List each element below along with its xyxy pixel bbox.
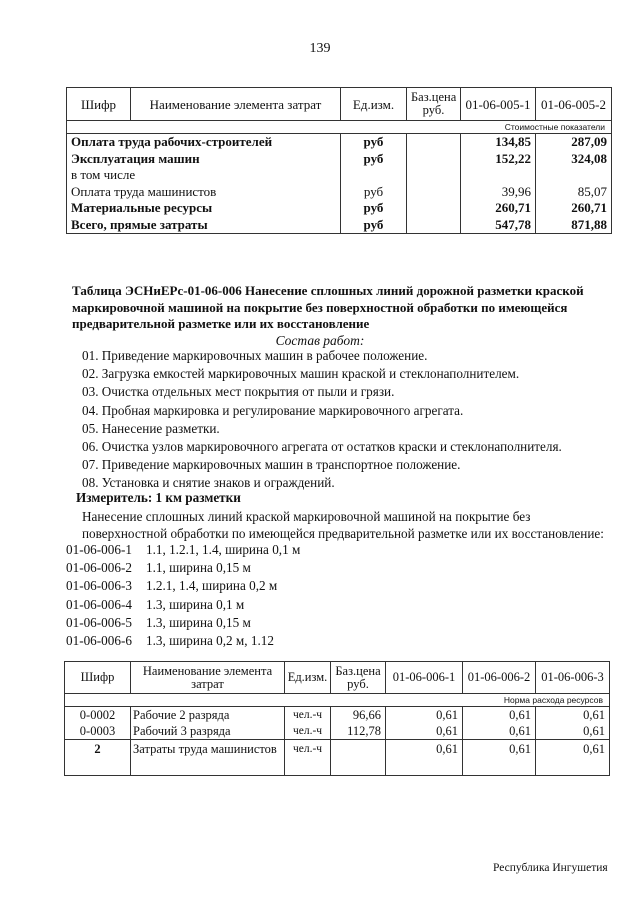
row-value-3: 0,61 bbox=[536, 723, 610, 740]
col-header-base-price: Баз.цена руб. bbox=[331, 662, 386, 694]
work-item: 01. Приведение маркировочных машин в рабочее положение. bbox=[82, 348, 428, 363]
row-name: Затраты труда машинистов bbox=[131, 740, 285, 776]
row-unit: руб bbox=[341, 184, 407, 201]
col-header-code-1: 01-06-005-1 bbox=[461, 88, 536, 121]
row-value-2 bbox=[536, 167, 612, 184]
code-id: 01-06-006-5 bbox=[66, 614, 132, 630]
subheader-label: Норма расхода ресурсов bbox=[65, 694, 610, 707]
table-row bbox=[65, 723, 610, 740]
row-code: 2 bbox=[65, 740, 131, 776]
work-item: 04. Пробная маркировка и регулирование маркировочного агрегата. bbox=[82, 402, 464, 418]
code-id: 01-06-006-2 bbox=[66, 560, 132, 576]
col-header-code: Шифр bbox=[67, 88, 131, 121]
row-value-2: 287,09 bbox=[536, 134, 612, 151]
row-value-1: 39,96 bbox=[461, 184, 536, 201]
row-name: Рабочий 3 разряда bbox=[131, 723, 285, 740]
code-text: 1.2.1, 1.4, ширина 0,2 м bbox=[146, 578, 278, 594]
work-item: 05. Нанесение разметки. bbox=[82, 420, 220, 436]
table-row bbox=[65, 707, 610, 724]
code-item bbox=[66, 596, 300, 614]
code-text: 1.3, ширина 0,1 м bbox=[146, 596, 245, 612]
page-number: 139 bbox=[309, 41, 331, 56]
col-header-name: Наименование элемента затрат bbox=[131, 662, 285, 694]
code-item bbox=[66, 559, 300, 577]
row-unit: руб bbox=[341, 217, 407, 234]
codes-list bbox=[66, 541, 300, 650]
code-text: 1.3, ширина 0,15 м bbox=[146, 614, 251, 630]
row-base: 112,78 bbox=[331, 723, 386, 740]
code-id: 01-06-006-6 bbox=[66, 632, 132, 648]
resource-norms-table bbox=[64, 661, 610, 776]
col-header-unit: Ед.изм. bbox=[341, 88, 407, 121]
row-base bbox=[331, 740, 386, 776]
row-base: 96,66 bbox=[331, 707, 386, 724]
works-heading: Состав работ: bbox=[275, 333, 365, 348]
row-base bbox=[407, 151, 461, 168]
row-base bbox=[407, 167, 461, 184]
table-header-row bbox=[65, 662, 610, 694]
work-item: 07. Приведение маркировочных машин в транспортное положение. bbox=[82, 457, 461, 473]
row-code: 0-0002 bbox=[65, 707, 131, 724]
table-row bbox=[67, 151, 612, 168]
work-item: 02. Загрузка емкостей маркировочных машин краской и стеклонаполнителем. bbox=[82, 366, 520, 382]
code-item bbox=[66, 541, 300, 559]
row-base bbox=[407, 184, 461, 201]
row-name: Всего, прямые затраты bbox=[67, 217, 341, 234]
row-value-1: 0,61 bbox=[386, 740, 463, 776]
code-text: 1.1, 1.2.1, 1.4, ширина 0,1 м bbox=[146, 542, 301, 557]
table-row bbox=[67, 217, 612, 234]
col-header-code: Шифр bbox=[65, 662, 131, 694]
section-description: Нанесение сплошных линий краской маркировочной машиной на покрытие без поверхностной обработки по имеющейся предварительной разметке или их восстановление: bbox=[82, 509, 604, 541]
col-header-code-2: 01-06-006-2 bbox=[463, 662, 536, 694]
row-base bbox=[407, 134, 461, 151]
row-unit: чел.-ч bbox=[285, 707, 331, 724]
col-header-code-3: 01-06-006-3 bbox=[536, 662, 610, 694]
work-item: 03. Очистка отдельных мест покрытия от пыли и грязи. bbox=[82, 384, 395, 400]
row-value-1: 152,22 bbox=[461, 151, 536, 168]
row-value-2: 85,07 bbox=[536, 184, 612, 201]
row-value-1: 134,85 bbox=[461, 134, 536, 151]
row-unit bbox=[341, 167, 407, 184]
code-text: 1.1, ширина 0,15 м bbox=[146, 560, 251, 576]
row-name: Эксплуатация машин bbox=[67, 151, 341, 168]
row-name: Материальные ресурсы bbox=[67, 200, 341, 217]
works-list bbox=[82, 347, 562, 493]
row-unit: чел.-ч bbox=[285, 723, 331, 740]
table-header-row bbox=[67, 88, 612, 121]
table-row bbox=[65, 740, 610, 776]
row-value-1: 260,71 bbox=[461, 200, 536, 217]
table-row bbox=[67, 200, 612, 217]
row-name: Оплата труда машинистов bbox=[67, 184, 341, 201]
row-value-1: 0,61 bbox=[386, 723, 463, 740]
code-item bbox=[66, 577, 300, 595]
section-title: Таблица ЭСНиЕРс-01-06-006 Нанесение сплошных линий дорожной разметки краской маркировочной машиной на покрытие без поверхностной обработки по имеющейся предварительной разметке или их восстановление bbox=[72, 283, 584, 331]
row-unit: чел.-ч bbox=[285, 740, 331, 776]
subheader-label: Стоимостные показатели bbox=[67, 121, 612, 134]
row-unit: руб bbox=[341, 151, 407, 168]
row-unit: руб bbox=[341, 134, 407, 151]
row-value-3: 0,61 bbox=[536, 740, 610, 776]
code-item bbox=[66, 632, 300, 650]
table-subheader-row bbox=[67, 121, 612, 134]
work-item: 06. Очистка узлов маркировочного агрегата от остатков краски и стеклонаполнителя. bbox=[82, 438, 562, 454]
code-text: 1.3, ширина 0,2 м, 1.12 bbox=[146, 632, 274, 648]
code-id: 01-06-006-3 bbox=[66, 578, 132, 594]
col-header-code-1: 01-06-006-1 bbox=[386, 662, 463, 694]
table-row bbox=[67, 167, 612, 184]
code-id: 01-06-006-1 bbox=[66, 542, 132, 557]
measure-unit: Измеритель: 1 км разметки bbox=[76, 490, 241, 505]
row-name: Оплата труда рабочих-строителей bbox=[67, 134, 341, 151]
row-value-3: 0,61 bbox=[536, 707, 610, 724]
col-header-unit: Ед.изм. bbox=[285, 662, 331, 694]
row-value-1: 547,78 bbox=[461, 217, 536, 234]
table-row bbox=[67, 134, 612, 151]
row-base bbox=[407, 200, 461, 217]
row-value-1: 0,61 bbox=[386, 707, 463, 724]
col-header-base-price: Баз.цена руб. bbox=[407, 88, 461, 121]
work-item: 08. Установка и снятие знаков и ограждений. bbox=[82, 475, 335, 491]
row-value-2: 0,61 bbox=[463, 723, 536, 740]
code-item bbox=[66, 614, 300, 632]
row-value-1 bbox=[461, 167, 536, 184]
col-header-name: Наименование элемента затрат bbox=[131, 88, 341, 121]
row-value-2: 324,08 bbox=[536, 151, 612, 168]
table-subheader-row bbox=[65, 694, 610, 707]
row-value-2: 260,71 bbox=[536, 200, 612, 217]
table-row bbox=[67, 184, 612, 201]
row-base bbox=[407, 217, 461, 234]
col-header-code-2: 01-06-005-2 bbox=[536, 88, 612, 121]
code-id: 01-06-006-4 bbox=[66, 596, 132, 612]
row-name: в том числе bbox=[67, 167, 341, 184]
row-name: Рабочие 2 разряда bbox=[131, 707, 285, 724]
row-value-2: 0,61 bbox=[463, 740, 536, 776]
row-unit: руб bbox=[341, 200, 407, 217]
footer-region: Республика Ингушетия bbox=[493, 862, 608, 874]
row-value-2: 0,61 bbox=[463, 707, 536, 724]
row-value-2: 871,88 bbox=[536, 217, 612, 234]
row-code: 0-0003 bbox=[65, 723, 131, 740]
cost-indicators-table bbox=[66, 87, 612, 234]
